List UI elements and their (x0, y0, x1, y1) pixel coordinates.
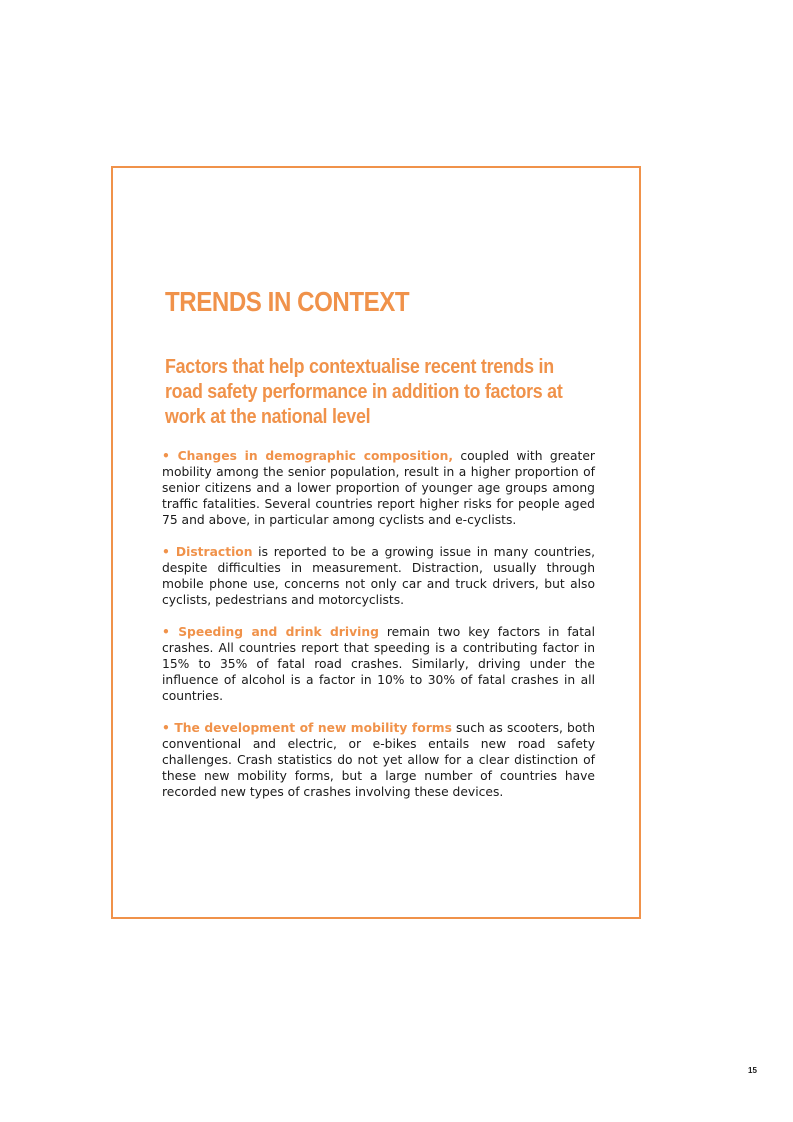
paragraph-text: coupled with greater mobility among the senior population, result in a higher proportion of senior citizens and a lower proportion of younger age groups among traffic fatalities. Several countries report higher risks for people aged 75 and above, in particular among cyclists and e-cyclists. (162, 449, 595, 527)
paragraph-lead: • The development of new mobility forms (162, 721, 452, 735)
paragraph-text: remain two key factors in fatal crashes. All countries report that speeding is a contributing factor in 15% to 35% of fatal road crashes. Similarly, driving under the influence of alcohol is a factor in 10% to 30% of fatal crashes in all countries. (162, 625, 595, 703)
paragraph-lead: • Speeding and drink driving (162, 625, 379, 639)
page-number: 15 (748, 1066, 757, 1075)
paragraph-text: is reported to be a growing issue in many countries, despite difficulties in measurement. Distraction, usually through mobile phone use, concerns not only car and truck drivers, but also cyclists, pedestrians and motorcyclists. (162, 545, 595, 607)
paragraph-demographics (162, 448, 595, 528)
paragraph-lead: • Changes in demographic composition, (162, 449, 453, 463)
body-text (162, 448, 595, 816)
paragraph-mobility (162, 720, 595, 800)
paragraph-distraction (162, 544, 595, 608)
page-subtitle: Factors that help contextualise recent trends in road safety performance in addition to factors at work at the national level (165, 355, 563, 428)
page-title: TRENDS IN CONTEXT (165, 286, 410, 317)
paragraph-lead: • Distraction (162, 545, 253, 559)
paragraph-text: such as scooters, both conventional and electric, or e-bikes entails new road safety challenges. Crash statistics do not yet allow for a clear distinction of these new mobility forms, but a large number of countries have recorded new types of crashes involving these devices. (162, 721, 595, 799)
paragraph-speeding (162, 624, 595, 704)
